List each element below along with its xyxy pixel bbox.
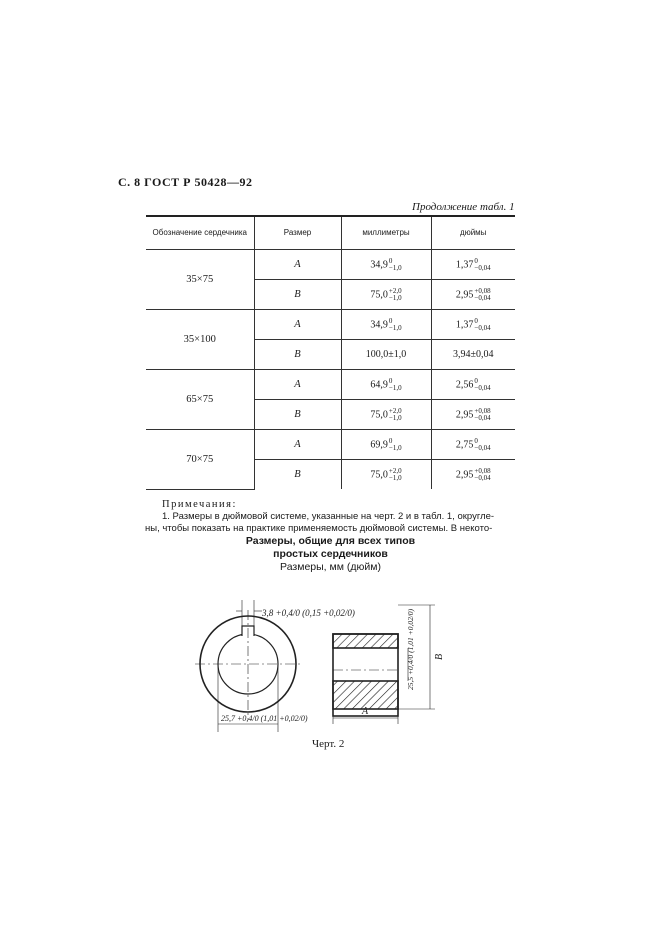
tolerance-upper: +2,0 xyxy=(388,286,402,295)
size-label: A xyxy=(254,430,341,460)
tolerance-upper: 0 xyxy=(388,256,393,265)
tolerance-upper: 0 xyxy=(474,256,478,265)
label-a: A xyxy=(362,706,369,717)
tolerance-lower: −0,04 xyxy=(474,323,491,332)
hatched-top xyxy=(333,634,398,648)
tolerance-lower: −1,0 xyxy=(388,293,402,302)
tolerance-upper: 0 xyxy=(474,376,478,385)
front-view xyxy=(195,600,302,732)
size-label: B xyxy=(254,280,341,310)
header-mm: миллиметры xyxy=(341,216,431,250)
mm-value: 69,9 xyxy=(370,438,388,450)
header-size: Размер xyxy=(254,216,341,250)
tolerance-upper: 0 xyxy=(388,376,393,385)
in-value: 1,37 xyxy=(455,318,474,330)
tolerance-upper: 0 xyxy=(474,436,478,445)
label-b: B xyxy=(434,653,445,660)
tolerance-lower: −0,04 xyxy=(474,383,491,392)
core-designation: 70×75 xyxy=(146,430,254,490)
note-line-2: ны, чтобы показать на практике применяемость дюймовой системы. В некото- xyxy=(145,523,493,534)
tolerance-lower: −0,04 xyxy=(474,473,491,482)
tolerance-upper: +0,08 xyxy=(474,286,491,295)
header-core: Обозначение сердечника xyxy=(146,216,254,250)
side-bore-dimension: 25,5 +0,4/0 (1,01 +0,02/0) xyxy=(406,608,415,690)
figure-units: Размеры, мм (дюйм) xyxy=(280,561,381,573)
in-value: 2,95 xyxy=(455,468,474,480)
notes-heading: Примечания: xyxy=(162,499,237,510)
header-inch: дюймы xyxy=(431,216,515,250)
mm-value: 34,9 xyxy=(370,258,388,270)
mm-value: 34,9 xyxy=(370,318,388,330)
tolerance-upper: 0 xyxy=(474,316,478,325)
note-line-1: 1. Размеры в дюймовой системе, указанные на черт. 2 и в табл. 1, округле- xyxy=(162,511,495,522)
tolerance-lower: −1,0 xyxy=(388,413,402,422)
figure-title-line1: Размеры, общие для всех типов xyxy=(245,535,416,547)
mm-value: 75,0 xyxy=(370,408,388,420)
tolerance-upper: +0,08 xyxy=(474,466,491,475)
in-value: 3,94±0,04 xyxy=(453,349,494,360)
core-designation: 35×100 xyxy=(146,310,254,370)
in-value: 2,95 xyxy=(455,408,474,420)
tolerance-lower: −0,04 xyxy=(474,293,491,302)
figure-title-line2: простых сердечников xyxy=(273,548,388,560)
tolerance-lower: −1,0 xyxy=(388,323,402,332)
figure-caption: Черт. 2 xyxy=(312,738,345,750)
size-label: B xyxy=(254,400,341,430)
tolerance-lower: −1,0 xyxy=(388,443,402,452)
mm-value: 64,9 xyxy=(370,378,388,390)
page-header: С. 8 ГОСТ Р 50428—92 xyxy=(118,175,253,189)
in-value: 1,37 xyxy=(455,258,474,270)
in-value: 2,56 xyxy=(455,378,474,390)
tolerance-lower: −0,04 xyxy=(474,413,491,422)
tolerance-lower: −1,0 xyxy=(388,383,402,392)
tolerance-upper: 0 xyxy=(388,316,393,325)
in-value: 2,75 xyxy=(455,438,474,450)
tolerance-lower: −0,04 xyxy=(474,263,491,272)
size-label: B xyxy=(254,460,341,490)
core-designation: 35×75 xyxy=(146,250,254,310)
tolerance-lower: −1,0 xyxy=(388,263,402,272)
mm-value: 75,0 xyxy=(370,468,388,480)
tolerance-lower: −0,04 xyxy=(474,443,491,452)
tolerance-lower: −1,0 xyxy=(388,473,402,482)
mm-value: 100,0±1,0 xyxy=(365,349,407,360)
tolerance-upper: +2,0 xyxy=(388,406,402,415)
hatched-bottom xyxy=(333,681,398,709)
side-view xyxy=(333,605,435,724)
size-label: A xyxy=(254,310,341,340)
size-label: B xyxy=(254,340,341,370)
slot-dimension: 3,8 +0,4/0 (0,15 +0,02/0) xyxy=(262,608,355,618)
tolerance-upper: +0,08 xyxy=(474,406,491,415)
size-label: A xyxy=(254,370,341,400)
tolerance-upper: 0 xyxy=(388,436,393,445)
tolerance-upper: +2,0 xyxy=(388,466,402,475)
bore-dimension: 25,7 +0,4/0 (1,01 +0,02/0) xyxy=(221,714,308,723)
table-continuation-label: Продолжение табл. 1 xyxy=(412,201,515,213)
mm-value: 75,0 xyxy=(370,288,388,300)
core-designation: 65×75 xyxy=(146,370,254,430)
in-value: 2,95 xyxy=(455,288,474,300)
size-label: A xyxy=(254,250,341,280)
